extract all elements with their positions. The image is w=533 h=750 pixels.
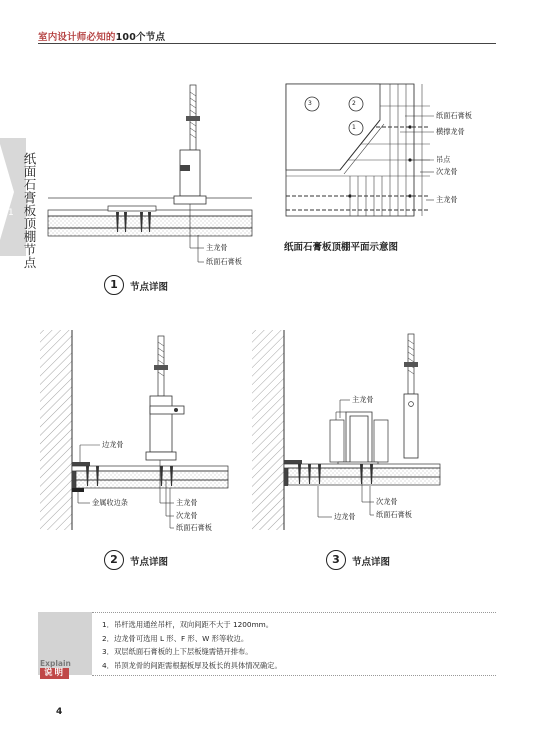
label-gypsum-board: 纸面石膏板 (206, 257, 242, 266)
notes-rule-top (92, 612, 496, 613)
plan-label-main-keel: 主龙骨 (436, 195, 458, 204)
page-number: 4 (56, 707, 63, 717)
plan-label-hanging-point: 吊点 (436, 155, 451, 164)
label-gypsum-board: 纸面石膏板 (176, 523, 212, 532)
note-item: 1．吊杆选用通丝吊杆，双向间距不大于 1200mm。 (102, 620, 274, 629)
plan-marker-2: 2 (352, 100, 356, 107)
explain-notes (102, 618, 282, 672)
book-title: 室内设计师必知的100个节点 (38, 32, 166, 43)
label-main-keel: 主龙骨 (206, 243, 228, 252)
figure-number-3: 3 (326, 550, 346, 570)
plan-label-gypsum-board: 纸面石膏板 (436, 111, 472, 120)
plan-marker-1: 1 (352, 124, 356, 131)
section-label: 纸面石膏板顶棚节点 (22, 152, 37, 269)
explain-heading-en: Explain (40, 659, 71, 668)
figure-caption-2: 节点详图 (130, 557, 169, 568)
label-gypsum-board: 纸面石膏板 (376, 510, 412, 519)
figure-number-1: 1 (104, 275, 124, 295)
detail-drawing-1 (48, 85, 252, 262)
label-edge-keel: 边龙骨 (334, 512, 356, 521)
plan-title: 纸面石膏板顶棚平面示意图 (284, 242, 399, 253)
plan-label-secondary-keel: 次龙骨 (436, 167, 458, 176)
label-secondary-keel: 次龙骨 (376, 497, 398, 506)
detail-drawing-3 (252, 330, 440, 530)
notes-rule-bottom (92, 675, 496, 676)
note-item: 4．吊顶龙骨的间距需根据板厚及板长的具体情况确定。 (102, 660, 282, 670)
label-edge-keel: 边龙骨 (102, 440, 124, 449)
plan-label-cross-keel: 横撑龙骨 (436, 127, 465, 136)
label-main-keel: 主龙骨 (352, 395, 374, 404)
detail-drawing-2 (40, 330, 228, 530)
figure-caption-3: 节点详图 (352, 557, 391, 568)
label-secondary-keel: 次龙骨 (176, 511, 198, 520)
label-main-keel: 主龙骨 (176, 498, 198, 507)
figure-caption-1: 节点详图 (130, 282, 169, 293)
note-item: 2．边龙骨可选用 L 形、F 形、W 形等收边。 (102, 633, 249, 643)
plan-marker-3: 3 (308, 100, 312, 107)
figure-number-2: 2 (104, 550, 124, 570)
label-metal-edge: 金属收边条 (92, 498, 128, 507)
section-index: 1 (8, 208, 14, 218)
explain-heading-cn: 说明 (40, 668, 69, 679)
note-item: 3．双层纸面石膏板的上下层板缝需错开排布。 (102, 647, 253, 656)
